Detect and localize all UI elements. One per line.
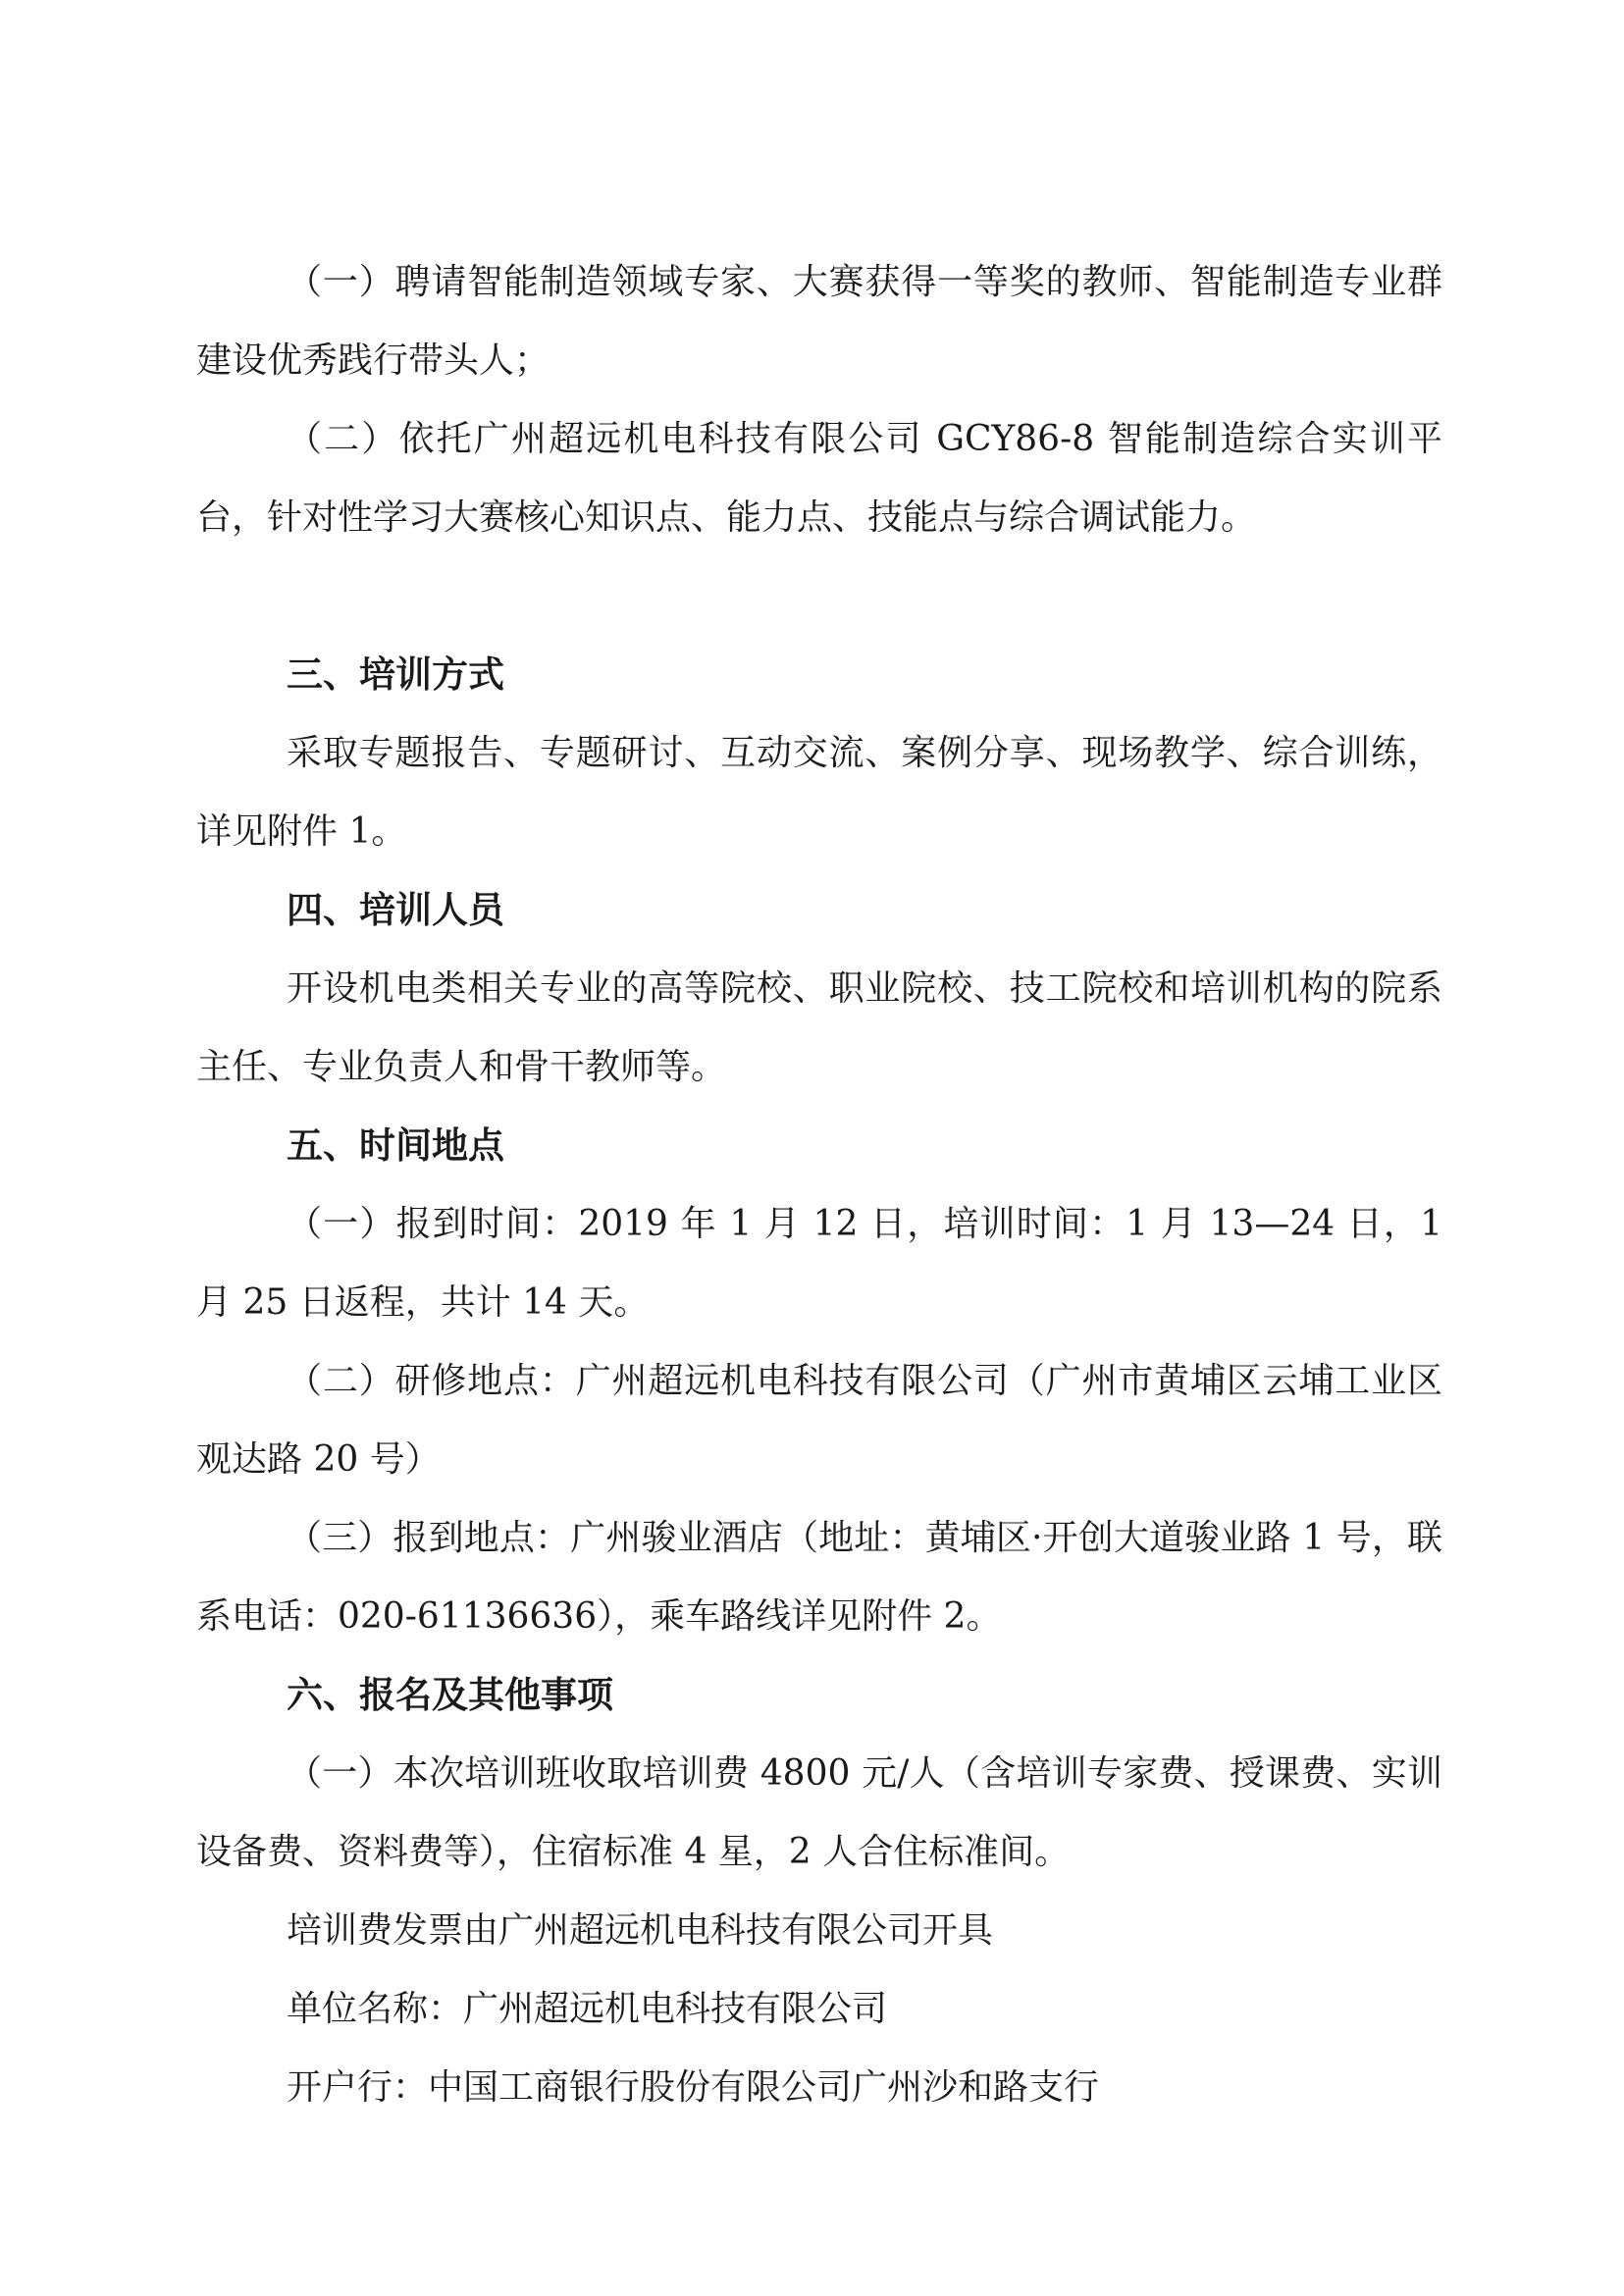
- training-method-paragraph: 采取专题报告、专题研讨、互动交流、案例分享、现场教学、综合训练，详见附件 1。: [196, 733, 1442, 852]
- section-heading-training-method: 三、培训方式: [287, 653, 504, 696]
- section-heading-trainees: 四、培训人员: [287, 889, 504, 931]
- platform-item-paragraph: （二）依托广州超远机电科技有限公司 GCY86-8 智能制造综合实训平台，针对性学习大赛核心知识点、能力点、技能点与综合调试能力。: [196, 419, 1442, 538]
- training-location-paragraph: （二）研修地点：广州超远机电科技有限公司（广州市黄埔区云埔工业区观达路 20 号）: [196, 1361, 1442, 1480]
- bank-line: 开户行：中国工商银行股份有限公司广州沙和路支行: [287, 2067, 1100, 2108]
- fee-paragraph: （一）本次培训班收取培训费 4800 元/人（含培训专家费、授课费、实训设备费、资料费等），住宿标准 4 星，2 人合住标准间。: [196, 1753, 1442, 1872]
- report-location-paragraph: （三）报到地点：广州骏业酒店（地址：黄埔区·开创大道骏业路 1 号，联系电话：020-61136636），乘车路线详见附件 2。: [196, 1518, 1442, 1637]
- section-heading-time-place: 五、时间地点: [287, 1124, 504, 1167]
- trainees-paragraph: 开设机电类相关专业的高等院校、职业院校、技工院校和培训机构的院系主任、专业负责人和骨干教师等。: [196, 968, 1442, 1087]
- invoice-line: 培训费发票由广州超远机电科技有限公司开具: [287, 1910, 994, 1951]
- report-time-paragraph: （一）报到时间：2019 年 1 月 12 日，培训时间：1 月 13—24 日，1 月 25 日返程，共计 14 天。: [196, 1204, 1442, 1323]
- expert-item-paragraph: （一）聘请智能制造领域专家、大赛获得一等奖的教师、智能制造专业群建设优秀践行带头人；: [196, 262, 1442, 381]
- section-heading-registration: 六、报名及其他事项: [287, 1674, 613, 1716]
- company-name-line: 单位名称：广州超远机电科技有限公司: [287, 1989, 888, 2029]
